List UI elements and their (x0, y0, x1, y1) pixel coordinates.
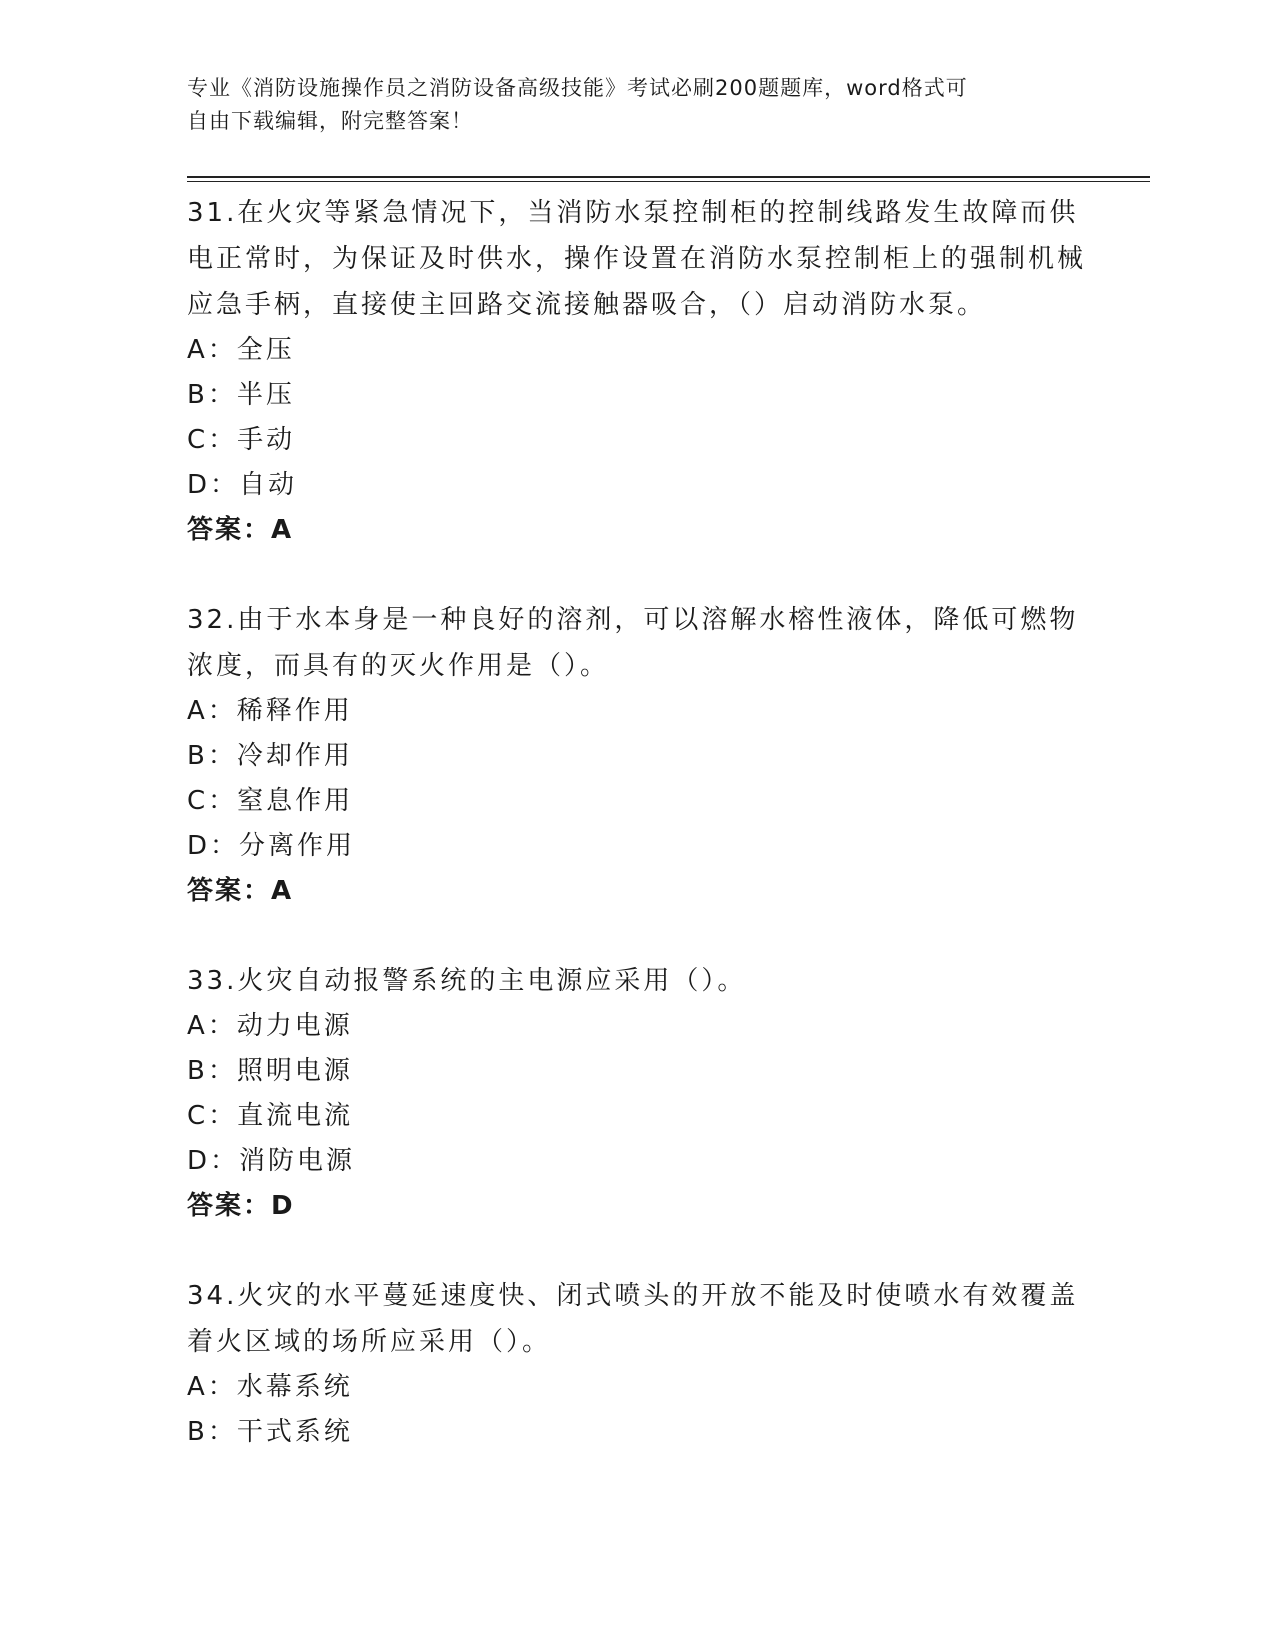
option-b: B：干式系统 (187, 1417, 353, 1447)
question-33 (187, 958, 1087, 1229)
answer-value: D (271, 1191, 295, 1221)
answer-line (187, 869, 1087, 914)
answer-label: 答案： (187, 1191, 272, 1221)
header-line-2: 自由下载编辑，附完整答案！ (187, 109, 473, 133)
question-31 (187, 190, 1087, 553)
question-34 (187, 1273, 1087, 1455)
answer-value: A (271, 876, 294, 906)
header-divider (187, 176, 1150, 182)
question-text: 33.火灾自动报警系统的主电源应采用（）。 (187, 966, 747, 996)
option-a: A：水幕系统 (187, 1372, 353, 1402)
question-list (187, 190, 1087, 1499)
question-text: 32.由于水本身是一种良好的溶剂，可以溶解水榕性液体，降低可燃物浓度，而具有的灭火作用是（）。 (187, 605, 1079, 681)
option-b: B：冷却作用 (187, 741, 353, 771)
header-line-1: 专业《消防设施操作员之消防设备高级技能》考试必刷200题题库，word格式可 (187, 76, 968, 100)
answer-line (187, 508, 1087, 553)
option-c: C：直流电流 (187, 1101, 354, 1131)
option-a: A：全压 (187, 335, 295, 365)
option-b: B：照明电源 (187, 1056, 353, 1086)
document-header (187, 72, 1077, 138)
option-d: D：消防电源 (187, 1146, 356, 1176)
answer-line (187, 1184, 1087, 1229)
option-d: D：自动 (187, 470, 298, 500)
option-a: A：动力电源 (187, 1011, 353, 1041)
option-a: A：稀释作用 (187, 696, 353, 726)
option-c: C：窒息作用 (187, 786, 354, 816)
answer-value: A (271, 515, 294, 545)
answer-label: 答案： (187, 515, 272, 545)
option-d: D：分离作用 (187, 831, 356, 861)
option-b: B：半压 (187, 380, 295, 410)
option-c: C：手动 (187, 425, 296, 455)
question-32 (187, 597, 1087, 914)
question-text: 34.火灾的水平蔓延速度快、闭式喷头的开放不能及时使喷水有效覆盖着火区域的场所应采用（）。 (187, 1281, 1079, 1357)
question-text: 31.在火灾等紧急情况下，当消防水泵控制柜的控制线路发生故障而供电正常时，为保证及时供水，操作设置在消防水泵控制柜上的强制机械应急手柄，直接使主回路交流接触器吸合，（）启动消防水泵。 (187, 198, 1087, 320)
answer-label: 答案： (187, 876, 272, 906)
